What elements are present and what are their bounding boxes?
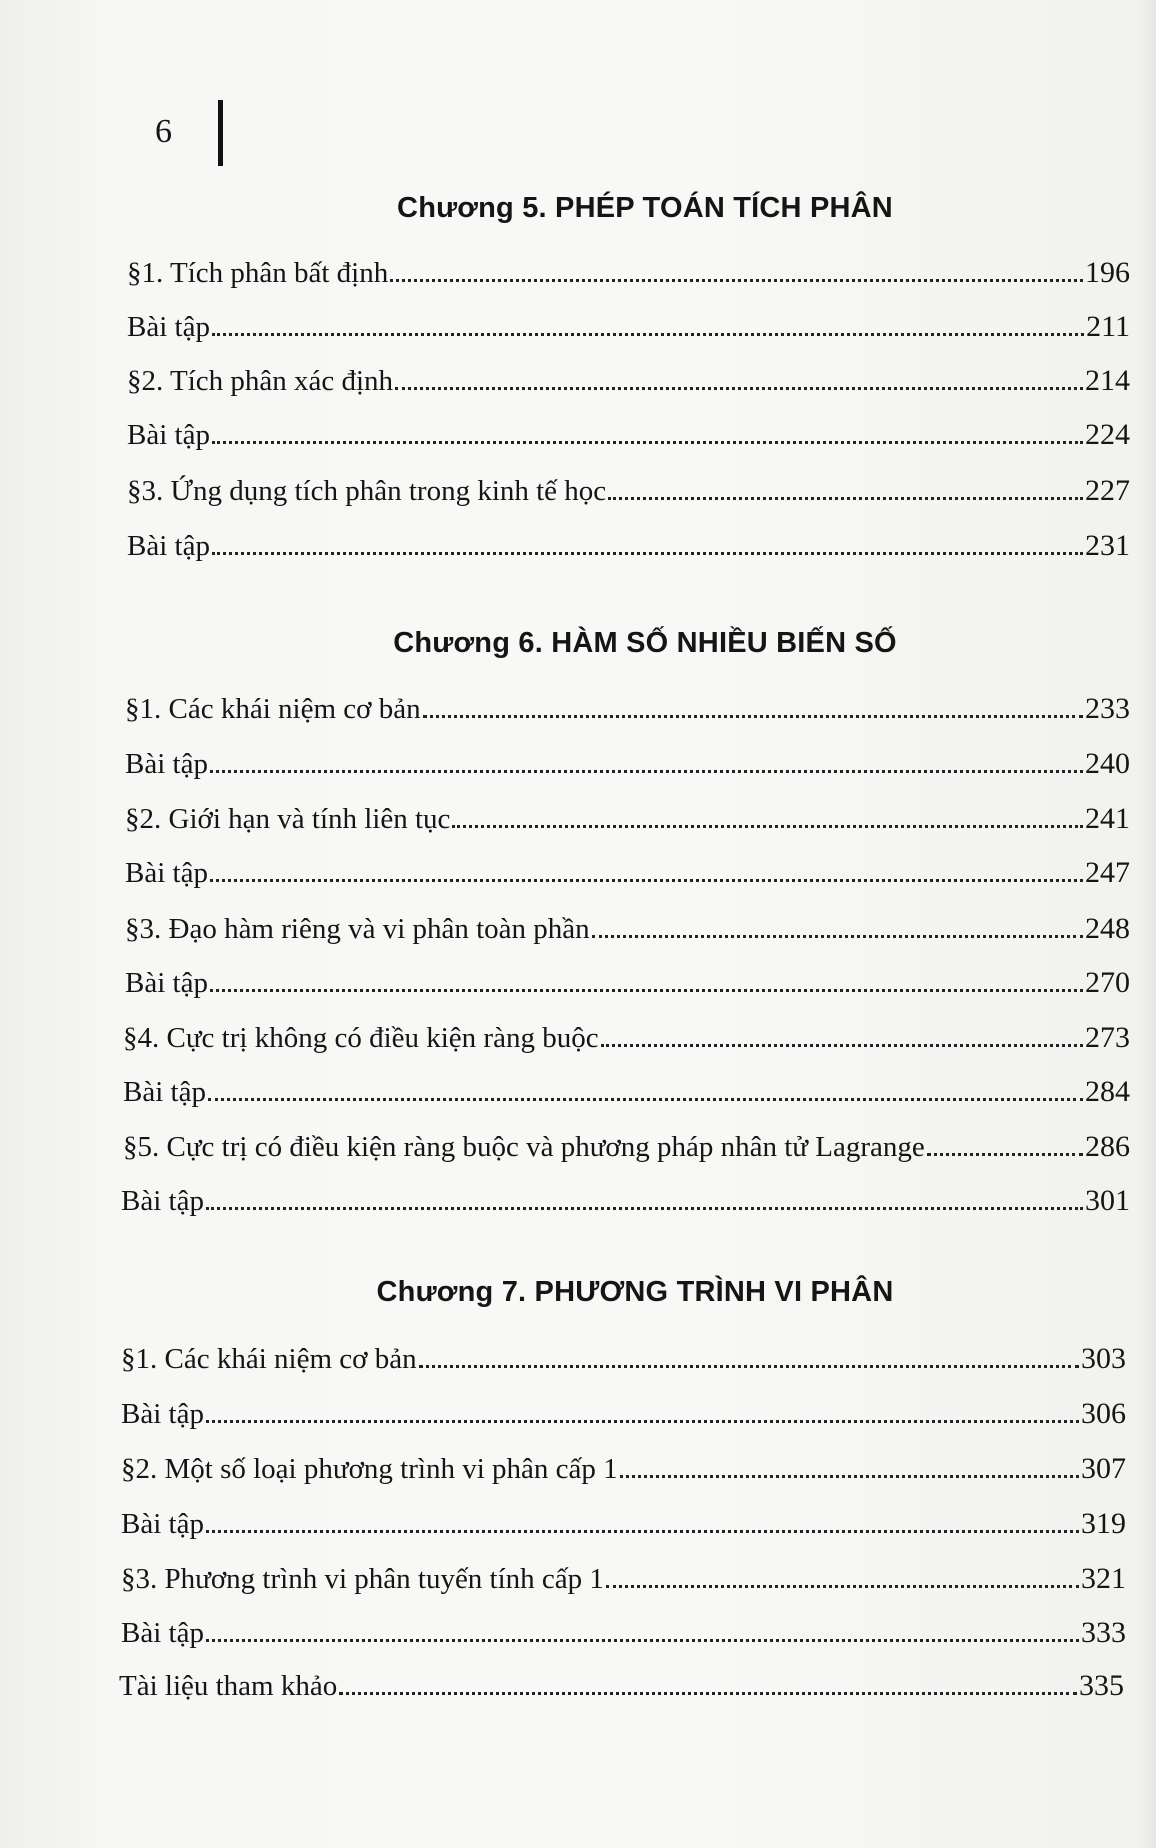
toc-entry[interactable] [127,472,1130,510]
toc-entry[interactable] [125,910,1130,948]
header-rule [218,100,223,166]
toc-entry-label: §2. Giới hạn và tính liên tục [125,803,451,835]
toc-entry[interactable] [121,1505,1126,1543]
dot-leader [206,1639,1079,1642]
toc-entry[interactable] [127,527,1130,565]
toc-entry-page: 333 [1081,1616,1126,1649]
toc-entry[interactable] [121,1450,1126,1488]
dot-leader [212,552,1083,555]
dot-leader [206,1420,1079,1423]
chapter-5-title: Chương 5. PHÉP TOÁN TÍCH PHÂN [397,192,893,224]
toc-entry[interactable] [125,854,1130,892]
toc-entry-label: §3. Đạo hàm riêng và vi phân toàn phần [125,913,590,945]
dot-leader [606,1585,1079,1588]
dot-leader [601,1044,1083,1047]
toc-entry[interactable] [121,1182,1130,1220]
toc-entry-label: §5. Cực trị có điều kiện ràng buộc và phương pháp nhân tử Lagrange [123,1131,925,1163]
dot-leader [339,1692,1077,1695]
toc-entry-page: 306 [1081,1397,1126,1430]
toc-entry-page: 241 [1085,802,1130,835]
dot-leader [208,1098,1083,1101]
toc-entry-page: 321 [1081,1562,1126,1595]
dot-leader [206,1530,1079,1533]
toc-entry-label: Bài tập [121,1398,204,1430]
dot-leader [419,1365,1079,1368]
toc-entry-page: 286 [1085,1130,1130,1163]
page-edge-shadow [1138,0,1156,1848]
toc-entry[interactable] [125,800,1130,838]
toc-entry-page: 319 [1081,1507,1126,1540]
toc-entry[interactable] [121,1560,1126,1598]
chapter-7-title: Chương 7. PHƯƠNG TRÌNH VI PHÂN [376,1276,894,1308]
toc-entry-label: §2. Một số loại phương trình vi phân cấp 1 [121,1453,618,1485]
toc-entry[interactable] [123,1019,1130,1057]
dot-leader [423,715,1083,718]
dot-leader [395,387,1083,390]
toc-entry-page: 233 [1085,692,1130,725]
toc-entry-label: §4. Cực trị không có điều kiện ràng buộc [123,1022,599,1054]
toc-entry-page: 240 [1085,747,1130,780]
toc-entry-page: 231 [1085,529,1130,562]
dot-leader [212,333,1084,336]
toc-entry-label: Bài tập [127,530,210,562]
toc-entry-label: Bài tập [121,1508,204,1540]
toc-entry-label: Bài tập [123,1076,206,1108]
toc-entry-page: 307 [1081,1452,1126,1485]
dot-leader [452,825,1083,828]
toc-entry-label: §1. Tích phân bất định [127,257,389,289]
toc-entry-page: 248 [1085,912,1130,945]
toc-entry-label: Tài liệu tham khảo [119,1670,338,1702]
toc-entry[interactable] [127,416,1130,454]
toc-entry[interactable] [123,1073,1130,1111]
toc-entry-page: 196 [1085,256,1130,289]
toc-entry-page: 211 [1086,310,1130,343]
dot-leader [210,989,1083,992]
dot-leader [206,1207,1083,1210]
toc-entry-page: 284 [1085,1075,1130,1108]
toc-entry-label: §2. Tích phân xác định [127,365,394,397]
dot-leader [620,1475,1079,1478]
dot-leader [210,770,1083,773]
dot-leader [390,279,1083,282]
toc-entry-references[interactable] [119,1667,1124,1705]
toc-entry[interactable] [123,1128,1130,1166]
toc-entry-label: Bài tập [125,857,208,889]
toc-entry[interactable] [127,362,1130,400]
toc-entry[interactable] [125,745,1130,783]
toc-entry-label: Bài tập [121,1617,204,1649]
toc-entry-page: 247 [1085,856,1130,889]
dot-leader [608,497,1083,500]
toc-entry[interactable] [127,308,1130,346]
toc-entry-page: 270 [1085,966,1130,999]
toc-entry-page: 303 [1081,1342,1126,1375]
toc-entry[interactable] [125,964,1130,1002]
toc-entry-label: Bài tập [127,419,210,451]
toc-entry-page: 301 [1085,1184,1130,1217]
toc-entry-label: §1. Các khái niệm cơ bản [121,1343,417,1375]
dot-leader [592,935,1083,938]
toc-entry[interactable] [121,1395,1126,1433]
dot-leader [212,441,1083,444]
toc-entry[interactable] [127,254,1130,292]
toc-entry-label: Bài tập [125,967,208,999]
toc-entry-label: Bài tập [127,311,210,343]
chapter-6-title: Chương 6. HÀM SỐ NHIỀU BIẾN SỐ [393,627,897,659]
toc-entry[interactable] [121,1614,1126,1652]
toc-entry-label: §3. Phương trình vi phân tuyến tính cấp 1 [121,1563,604,1595]
toc-entry-page: 214 [1085,364,1130,397]
dot-leader [210,879,1083,882]
toc-entry-label: Bài tập [125,748,208,780]
toc-entry[interactable] [125,690,1130,728]
toc-entry-page: 224 [1085,418,1130,451]
toc-entry-page: 335 [1079,1669,1124,1702]
toc-entry-label: §3. Ứng dụng tích phân trong kinh tế học [127,475,607,507]
toc-entry-label: Bài tập [121,1185,204,1217]
toc-entry[interactable] [121,1340,1126,1378]
toc-entry-label: §1. Các khái niệm cơ bản [125,693,421,725]
toc-entry-page: 273 [1085,1021,1130,1054]
toc-entry-page: 227 [1085,474,1130,507]
dot-leader [927,1153,1083,1156]
page-number: 6 [155,113,172,150]
